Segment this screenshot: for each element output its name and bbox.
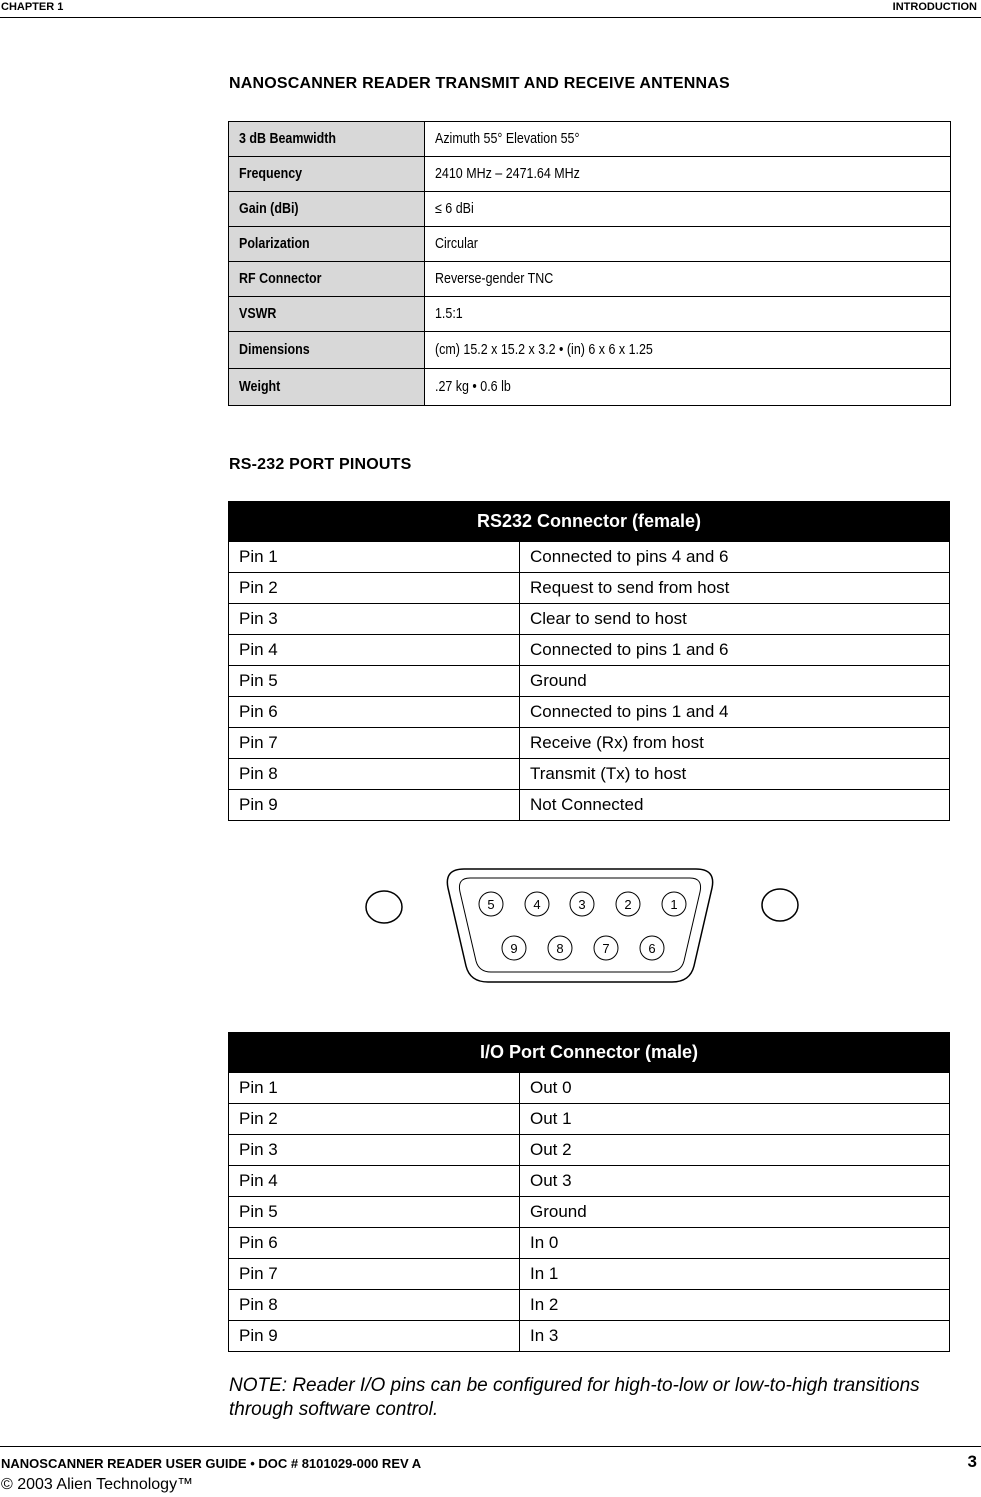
running-header xyxy=(0,0,981,18)
pin-cell: Pin 2 xyxy=(229,573,520,604)
io-table-header: I/O Port Connector (male) xyxy=(229,1033,950,1073)
io-pinout-table xyxy=(228,1032,950,1352)
pin-cell: Pin 8 xyxy=(229,1290,520,1321)
desc-cell: In 3 xyxy=(520,1321,950,1352)
table-row xyxy=(229,542,950,573)
pin-cell: Pin 9 xyxy=(229,1321,520,1352)
desc-cell: In 0 xyxy=(520,1228,950,1259)
desc-cell: Out 3 xyxy=(520,1166,950,1197)
desc-cell: Connected to pins 4 and 6 xyxy=(520,542,950,573)
mounting-hole-left xyxy=(366,891,402,923)
spec-value: Circular xyxy=(425,227,951,262)
table-row xyxy=(229,604,950,635)
svg-text:2: 2 xyxy=(624,897,632,912)
pin-9 xyxy=(502,936,526,960)
table-row xyxy=(229,1104,950,1135)
pin-cell: Pin 5 xyxy=(229,666,520,697)
table-row xyxy=(229,573,950,604)
antennas-section-title: NANOSCANNER READER TRANSMIT AND RECEIVE ANTENNAS xyxy=(229,75,730,92)
svg-text:3: 3 xyxy=(578,897,586,912)
pin-cell: Pin 2 xyxy=(229,1104,520,1135)
spec-label: VSWR xyxy=(229,297,425,332)
desc-cell: Out 2 xyxy=(520,1135,950,1166)
io-note: NOTE: Reader I/O pins can be configured for high-to-low or low-to-high transitions through software control. xyxy=(229,1375,920,1420)
spec-row xyxy=(229,192,951,227)
svg-text:5: 5 xyxy=(487,897,495,912)
table-row xyxy=(229,1197,950,1228)
svg-text:7: 7 xyxy=(602,941,610,956)
spec-label: 3 dB Beamwidth xyxy=(229,122,425,157)
spec-value: Azimuth 55° Elevation 55° xyxy=(425,122,951,157)
desc-cell: Ground xyxy=(520,666,950,697)
desc-cell: Ground xyxy=(520,1197,950,1228)
desc-cell: Connected to pins 1 and 4 xyxy=(520,697,950,728)
svg-text:1: 1 xyxy=(670,897,678,912)
pin-cell: Pin 4 xyxy=(229,635,520,666)
spec-row xyxy=(229,332,951,369)
desc-cell: Not Connected xyxy=(520,790,950,821)
spec-value: (cm) 15.2 x 15.2 x 3.2 • (in) 6 x 6 x 1.25 xyxy=(425,332,951,369)
spec-label: Dimensions xyxy=(229,332,425,369)
spec-value: ≤ 6 dBi xyxy=(425,192,951,227)
spec-label: Gain (dBi) xyxy=(229,192,425,227)
pin-cell: Pin 6 xyxy=(229,697,520,728)
desc-cell: Transmit (Tx) to host xyxy=(520,759,950,790)
spec-row xyxy=(229,122,951,157)
svg-text:8: 8 xyxy=(556,941,564,956)
spec-label: Frequency xyxy=(229,157,425,192)
pin-6 xyxy=(640,936,664,960)
desc-cell: Receive (Rx) from host xyxy=(520,728,950,759)
pin-cell: Pin 1 xyxy=(229,1073,520,1104)
desc-cell: Connected to pins 1 and 6 xyxy=(520,635,950,666)
pin-cell: Pin 5 xyxy=(229,1197,520,1228)
pin-cell: Pin 4 xyxy=(229,1166,520,1197)
desc-cell: In 2 xyxy=(520,1290,950,1321)
connector-shell-outer xyxy=(447,869,712,982)
mounting-hole-right xyxy=(762,889,798,921)
page-number: 3 xyxy=(967,1452,977,1471)
chapter-label: CHAPTER 1 xyxy=(1,1,64,13)
pin-cell: Pin 8 xyxy=(229,759,520,790)
pin-8 xyxy=(548,936,572,960)
spec-value: 2410 MHz – 2471.64 MHz xyxy=(425,157,951,192)
pin-5 xyxy=(479,892,503,916)
rs232-section-title: RS-232 PORT PINOUTS xyxy=(229,456,412,473)
table-row xyxy=(229,1321,950,1352)
pin-cell: Pin 9 xyxy=(229,790,520,821)
spec-row xyxy=(229,227,951,262)
pin-2 xyxy=(616,892,640,916)
desc-cell: Request to send from host xyxy=(520,573,950,604)
pin-cell: Pin 3 xyxy=(229,604,520,635)
table-row xyxy=(229,1073,950,1104)
section-label: INTRODUCTION xyxy=(892,1,977,13)
document-title: NANOSCANNER READER USER GUIDE • DOC # 8101029-000 REV A xyxy=(1,1456,422,1471)
table-row xyxy=(229,666,950,697)
table-row xyxy=(229,1166,950,1197)
svg-text:6: 6 xyxy=(648,941,656,956)
spec-label: RF Connector xyxy=(229,262,425,297)
desc-cell: In 1 xyxy=(520,1259,950,1290)
desc-cell: Out 1 xyxy=(520,1104,950,1135)
spec-label: Polarization xyxy=(229,227,425,262)
pin-1 xyxy=(662,892,686,916)
pin-cell: Pin 3 xyxy=(229,1135,520,1166)
spec-row xyxy=(229,297,951,332)
table-row xyxy=(229,1259,950,1290)
pin-cell: Pin 6 xyxy=(229,1228,520,1259)
pin-3 xyxy=(570,892,594,916)
table-row xyxy=(229,759,950,790)
pin-cell: Pin 1 xyxy=(229,542,520,573)
pin-4 xyxy=(525,892,549,916)
spec-value: 1.5:1 xyxy=(425,297,951,332)
table-row xyxy=(229,728,950,759)
pin-cell: Pin 7 xyxy=(229,1259,520,1290)
table-row xyxy=(229,1135,950,1166)
table-row xyxy=(229,635,950,666)
spec-value: Reverse-gender TNC xyxy=(425,262,951,297)
table-row xyxy=(229,697,950,728)
copyright: © 2003 Alien Technology™ xyxy=(1,1476,194,1493)
table-row xyxy=(229,1290,950,1321)
pin-cell: Pin 7 xyxy=(229,728,520,759)
table-row xyxy=(229,1228,950,1259)
db9-connector-diagram xyxy=(360,866,810,986)
antenna-spec-table xyxy=(228,121,951,406)
rs232-pinout-table xyxy=(228,501,950,821)
spec-row xyxy=(229,157,951,192)
spec-row xyxy=(229,369,951,406)
svg-text:9: 9 xyxy=(510,941,518,956)
pin-7 xyxy=(594,936,618,960)
spec-row xyxy=(229,262,951,297)
rs232-table-header: RS232 Connector (female) xyxy=(229,502,950,542)
desc-cell: Clear to send to host xyxy=(520,604,950,635)
desc-cell: Out 0 xyxy=(520,1073,950,1104)
running-footer xyxy=(0,1446,981,1493)
spec-value: .27 kg • 0.6 lb xyxy=(425,369,951,406)
spec-label: Weight xyxy=(229,369,425,406)
svg-text:4: 4 xyxy=(533,897,541,912)
table-row xyxy=(229,790,950,821)
